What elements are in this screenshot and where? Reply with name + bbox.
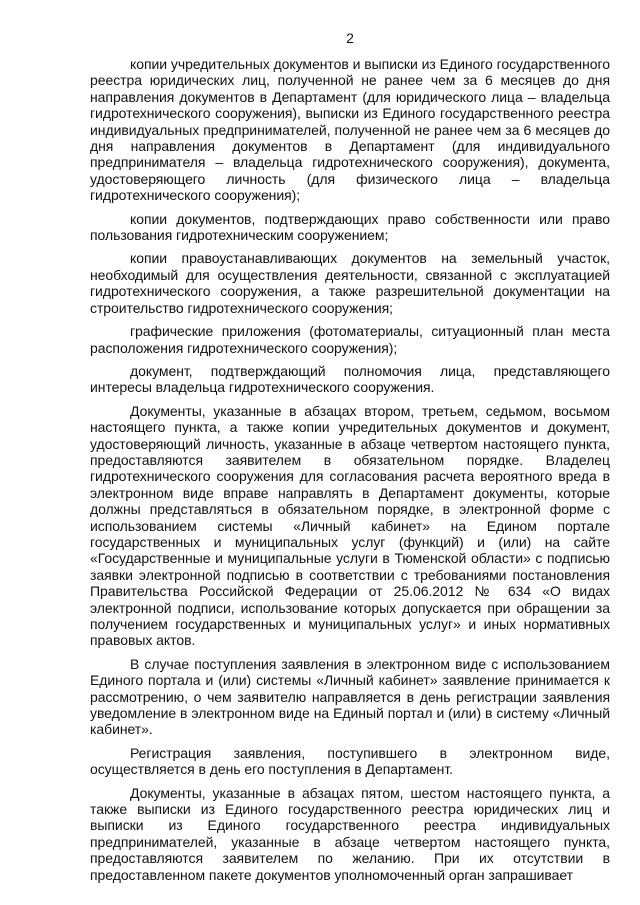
page-number: 2 — [346, 30, 354, 46]
paragraph-electronic-application: В случае поступления заявления в электронном виде с использованием Единого портала и (или) системы «Личный кабинет» заявление принимается к рассмотрению, о чем заявителю направляется в день регистрации заявления уведомление в электронном виде на Единый портал и (или) в систему «Личный кабинет». — [90, 655, 610, 738]
paragraph-constituent-documents: копии учредительных документов и выписки из Единого государственного реестра юридических лиц, полученной не ранее чем за 6 месяцев до дня направления документов в Департамент (для юридического лица – владельца гидротехнического сооружения), выписки из Единого государственного реестра индивидуальных предпринимателей, полученной не ранее чем за 6 месяцев до дня направления документов в Департамент (для индивидуального предпринимателя – владельца гидротехнического сооружения), документа, удостоверяющего личность (для физического лица – владельца гидротехнического сооружения); — [90, 56, 610, 204]
paragraph-authority-document: документ, подтверждающий полномочия лица, представляющего интересы владельца гидротехнического сооружения. — [90, 362, 610, 396]
paragraph-graphic-attachments: графические приложения (фотоматериалы, ситуационный план места расположения гидротехнического сооружения); — [90, 323, 610, 356]
paragraph-optional-documents: Документы, указанные в абзацах пятом, шестом настоящего пункта, а также выписки из Единого государственного реестра юридических лиц и выписки из Единого государственного реестра индивидуальных предпринимателей, указанные в абзаце четвертом настоящего пункта, предоставляются заявителем по желанию. При их отсутствии в предоставленном пакете документов уполномоченный орган запрашивает — [90, 784, 610, 883]
paragraph-ownership-documents: копии документов, подтверждающих право собственности или право пользования гидротехническим сооружением; — [90, 210, 610, 244]
paragraph-land-documents: копии правоустанавливающих документов на земельный участок, необходимый для осуществления деятельности, связанной с эксплуатацией гидротехнического сооружения, а также разрешительной документации на строительство гидротехнического сооружения; — [90, 250, 610, 316]
paragraph-registration: Регистрация заявления, поступившего в электронном виде, осуществляется в день его поступления в Департамент. — [90, 744, 610, 778]
paragraph-mandatory-documents: Документы, указанные в абзацах втором, третьем, седьмом, восьмом настоящего пункта, а также копии учредительных документов и документ, удостоверяющий личность, указанные в абзаце четвертом настоящего пункта, предоставляются заявителем в обязательном порядке. Владелец гидротехнического сооружения для согласования расчета вероятного вреда в электронном виде вправе направлять в Департамент документы, которые должны представляться в обязательном порядке, в электронной форме с использованием системы «Личный кабинет» на Едином портале государственных и муниципальных услуг (функций) и (или) на сайте «Государственные и муниципальные услуги в Тюменской области» с подписью заявки электронной подписью в соответствии с требованиями постановления Правительства Российской Федерации от 25.06.2012 № 634 «О видах электронной подписи, использование которых допускается при обращении за получением государственных и муниципальных услуг» и иных нормативных правовых актов. — [90, 402, 610, 649]
